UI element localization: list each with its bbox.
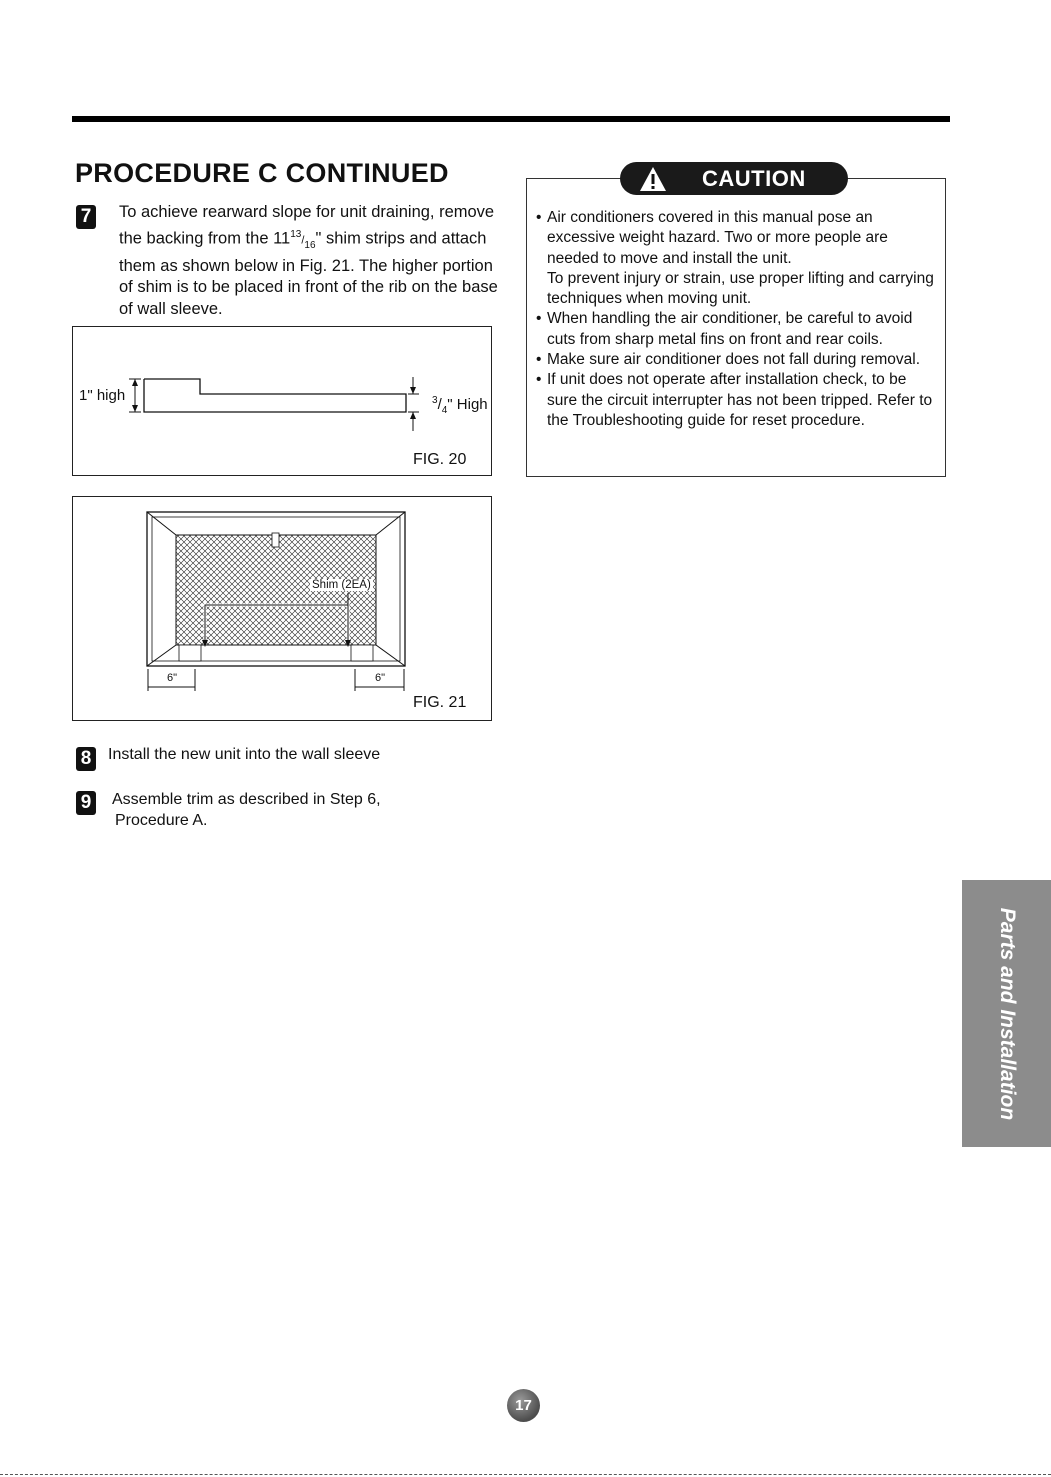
- step-8-badge: 8: [76, 747, 96, 771]
- caution-header: [620, 162, 848, 195]
- caution-item-4-text: If unit does not operate after installation check, to be sure the circuit interrupter has not been tripped. Refer to the Troubleshooting guide for reset procedure.: [547, 371, 933, 429]
- side-tab-label: Parts and Installation: [995, 907, 1019, 1120]
- step-9-line-1: Assemble trim as described in Step 6,: [112, 791, 381, 808]
- warning-triangle-icon: [639, 166, 667, 192]
- step-7-text: To achieve rearward slope for unit draining, remove the backing from the $11^{13}/_{16}$" shim strips and attach them as shown below in Fig. 21. The higher portion of shim is to be placed in front of the rib on the base of wall sleeve.: [119, 203, 498, 318]
- shim-label: Shim (2EA): [312, 579, 371, 591]
- sleeve-foot-left: [179, 645, 201, 661]
- caution-item-3: • Make sure air conditioner does not fall during removal.: [536, 351, 921, 369]
- caution-item-1-text: Air conditioners covered in this manual pose an excessive weight hazard. Two or more people are needed to move and install the unit.: [547, 209, 888, 267]
- caution-title: CAUTION: [702, 166, 806, 191]
- step-7-text-after: " shim strips and attach them as shown below in Fig. 21. The higher portion of shim is to be placed in front of the rib on the base of wall sleeve.: [119, 229, 498, 318]
- left-offset-label: 6": [167, 672, 178, 684]
- fig-21-label: FIG. 21: [413, 694, 467, 711]
- bottom-rule: [0, 1474, 1051, 1475]
- caution-item-2-text: When handling the air conditioner, be careful to avoid cuts from sharp metal fins on front and rear coils.: [547, 310, 913, 348]
- right-dim-arrow-up: [410, 412, 416, 419]
- caution-item-3-text: Make sure air conditioner does not fall during removal.: [547, 351, 921, 369]
- step-9-text: [112, 789, 381, 831]
- top-rule: [72, 116, 950, 122]
- right-dim-arrow-down: [410, 387, 416, 394]
- caution-item-1-extra: To prevent injury or strain, use proper lifting and carrying techniques when moving unit.: [547, 269, 934, 308]
- sleeve-corner-bl: [147, 645, 176, 666]
- wall-sleeve-diagram: [73, 497, 491, 720]
- sleeve-foot-right: [351, 645, 373, 661]
- left-dim-arrow-down: [132, 405, 138, 412]
- fig-20-label: FIG. 20: [413, 451, 467, 468]
- sleeve-corner-tl: [147, 512, 176, 535]
- caution-item-1: • Air conditioners covered in this manual pose an excessive weight hazard. Two or more people are needed to move and install the unit. To prevent injury or strain, use proper lifting and carrying techniques when moving unit.: [536, 209, 934, 308]
- sleeve-corner-tr: [376, 512, 405, 535]
- right-offset-label: 6": [375, 672, 386, 684]
- step-9-line-2: Procedure A.: [115, 812, 208, 829]
- left-dim-arrow-up: [132, 379, 138, 386]
- shim-profile: [144, 379, 406, 412]
- fraction-denominator: 16: [304, 239, 316, 251]
- page-number: 17: [507, 1389, 540, 1422]
- fig-21-box: [72, 496, 492, 721]
- step-8-text: Install the new unit into the wall sleeve: [108, 746, 381, 763]
- caution-item-2: • When handling the air conditioner, be careful to avoid cuts from sharp metal fins on front and rear coils.: [536, 310, 913, 348]
- fraction-numerator: 13: [290, 228, 302, 240]
- section-title: PROCEDURE C CONTINUED: [75, 158, 449, 188]
- right-height-denominator: 4: [441, 405, 448, 416]
- right-height-suffix: " High: [447, 396, 488, 413]
- step-7-text-before: To achieve rearward slope for unit draining, remove the backing from the 11: [119, 203, 495, 247]
- right-height-numerator: 3: [432, 395, 438, 406]
- section-side-tab: [962, 880, 1051, 1147]
- fig-20-box: [72, 326, 492, 476]
- step-9-badge: 9: [76, 791, 96, 815]
- right-height-label: $^3/_4$" High: [432, 395, 488, 416]
- caution-list: [536, 208, 940, 431]
- sleeve-corner-br: [376, 645, 405, 666]
- step-7-badge: 7: [76, 205, 96, 229]
- caution-item-4: • If unit does not operate after installation check, to be sure the circuit interrupter has not been tripped. Refer to the Troubleshooting guide for reset procedure.: [536, 371, 933, 429]
- sleeve-top-tab: [272, 533, 279, 547]
- left-height-label: 1" high: [79, 387, 126, 404]
